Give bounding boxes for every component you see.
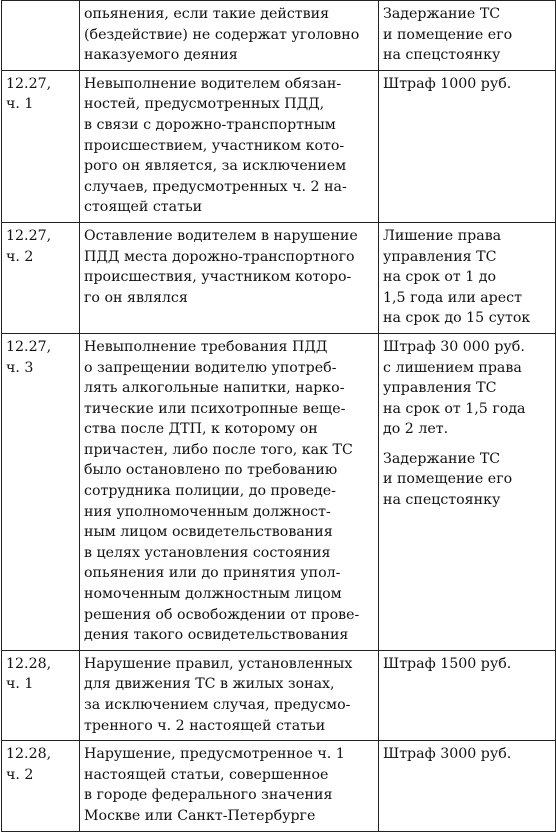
article-number: ч. 2	[6, 766, 34, 783]
offense-text-line: Оставление водителем в нарушение	[84, 227, 358, 244]
offense-text-line: рого он является, за исключением	[84, 158, 347, 175]
table-row	[2, 222, 556, 333]
penalty-text-line: Штраф 3000 руб.	[383, 746, 512, 763]
offense-text-line: причастен, либо после того, как ТС	[84, 441, 353, 458]
offense-text-line: для движения ТС в жилых зонах,	[84, 676, 335, 693]
article-cell	[2, 650, 80, 740]
offense-text-line: за исключением случая, предусмо-	[84, 697, 351, 713]
offense-cell	[80, 333, 379, 650]
offense-text-line: было остановлено по требованию	[84, 462, 338, 479]
offense-text-line: ства после ДТП, к которому он	[84, 421, 318, 438]
article-cell	[2, 741, 80, 831]
article-number: ч. 3	[6, 359, 34, 376]
penalty-cell	[379, 70, 556, 222]
penalty-text-line: управления ТС	[383, 380, 497, 397]
offense-text-line: тические или психотропные веще-	[84, 400, 346, 417]
penalty-text-line: Задержание ТС	[383, 450, 501, 467]
article-cell	[2, 222, 80, 333]
offense-text-line: ностей, предусмотренных ПДД,	[84, 96, 325, 113]
offense-text-line: (бездействие) не содержат уголовно	[84, 26, 360, 43]
penalty-text-line: 1,5 года или арест	[383, 289, 522, 306]
table-row	[2, 650, 556, 740]
offense-text-line: настоящей статьи, совершенное	[84, 766, 329, 783]
offense-text-line: о запрещении водителю употреб-	[84, 359, 337, 376]
article-number: 12.27,	[6, 227, 52, 244]
offense-text-line: лять алкогольные напитки, нарко-	[84, 380, 345, 397]
offense-cell	[80, 222, 379, 333]
offense-text-line: го он являлся	[84, 289, 188, 306]
offense-text-line: в городе федерального значения	[84, 787, 333, 804]
offense-text-line: ния уполномоченным должност-	[84, 503, 331, 520]
penalty-text-line: Задержание ТС	[383, 6, 501, 22]
penalty-text-line: на спецстоянку	[383, 47, 501, 64]
table-row	[2, 741, 556, 831]
article-cell	[2, 70, 80, 222]
penalty-text-line: и помещение его	[383, 26, 513, 43]
offense-text-line: наказуемого деяния	[84, 47, 238, 64]
offense-text-line: решения об освобождении от прове-	[84, 606, 360, 623]
offense-text-line: Невыполнение водителем обязан-	[84, 75, 342, 92]
offense-text-line: дения такого освидетельствования	[84, 627, 349, 644]
article-number: ч. 2	[6, 248, 34, 265]
penalties-table	[1, 0, 556, 832]
offense-cell	[80, 70, 379, 222]
penalty-cell	[379, 650, 556, 740]
penalty-text-line: Лишение права	[383, 227, 502, 244]
penalty-cell	[379, 222, 556, 333]
penalty-text-line: на спецстоянку	[383, 492, 501, 509]
penalty-text-line: с лишением права	[383, 359, 522, 376]
penalty-text-line: на срок от 1,5 года	[383, 400, 526, 417]
offense-text-line: ным лицом освидетельствования	[84, 524, 333, 541]
table-row	[2, 70, 556, 222]
penalty-text-line: управления ТС	[383, 248, 497, 265]
article-number: 12.27,	[6, 75, 52, 92]
penalty-text-line: Штраф 1000 руб.	[383, 75, 512, 92]
offense-text-line: случаев, предусмотренных ч. 2 на-	[84, 178, 347, 195]
offense-text-line: Нарушение, предусмотренное ч. 1	[84, 746, 345, 763]
offense-text-line: происшествия, участником которо-	[84, 269, 352, 286]
offense-text-line: Москве или Санкт-Петербурге	[84, 807, 316, 824]
offense-text-line: опьянения или до принятия упол-	[84, 565, 341, 582]
offense-text-line: тренного ч. 2 настоящей статьи	[84, 717, 326, 734]
offense-text-line: опьянения, если такие действия	[84, 6, 330, 22]
penalty-text-line: до 2 лет.	[383, 421, 449, 438]
penalty-text-line: и помещение его	[383, 471, 513, 488]
offense-cell	[80, 741, 379, 831]
offense-text-line: Нарушение правил, установленных	[84, 655, 353, 672]
penalty-text-line: на срок от 1 до	[383, 269, 497, 286]
penalty-cell	[379, 333, 556, 650]
offense-text-line: стоящей статьи	[84, 199, 203, 216]
offense-text-line: номоченным должностным лицом	[84, 586, 342, 603]
table-row	[2, 333, 556, 650]
penalties-table-body	[2, 1, 556, 832]
article-number: 12.28,	[6, 655, 52, 672]
offense-text-line: Невыполнение требования ПДД	[84, 338, 328, 355]
offense-text-line: в связи с дорожно-транспортным	[84, 116, 336, 133]
offense-cell	[80, 1, 379, 71]
penalty-cell	[379, 741, 556, 831]
offense-cell	[80, 650, 379, 740]
offense-text-line: в целях установления состояния	[84, 544, 331, 561]
penalty-cell	[379, 1, 556, 71]
article-number: 12.27,	[6, 338, 52, 355]
offense-text-line: происшествием, участником кото-	[84, 137, 345, 154]
offense-text-line: ПДД места дорожно-транспортного	[84, 248, 355, 265]
paragraph-gap	[383, 440, 551, 449]
article-cell	[2, 1, 80, 71]
article-number: ч. 1	[6, 676, 34, 693]
table-row	[2, 1, 556, 71]
article-number: ч. 1	[6, 96, 34, 113]
penalty-text-line: на срок до 15 суток	[383, 310, 531, 327]
penalty-text-line: Штраф 1500 руб.	[383, 655, 512, 672]
article-cell	[2, 333, 80, 650]
offense-text-line: сотрудника полиции, до проведе-	[84, 483, 336, 500]
penalty-text-line: Штраф 30 000 руб.	[383, 338, 525, 355]
article-number: 12.28,	[6, 746, 52, 763]
